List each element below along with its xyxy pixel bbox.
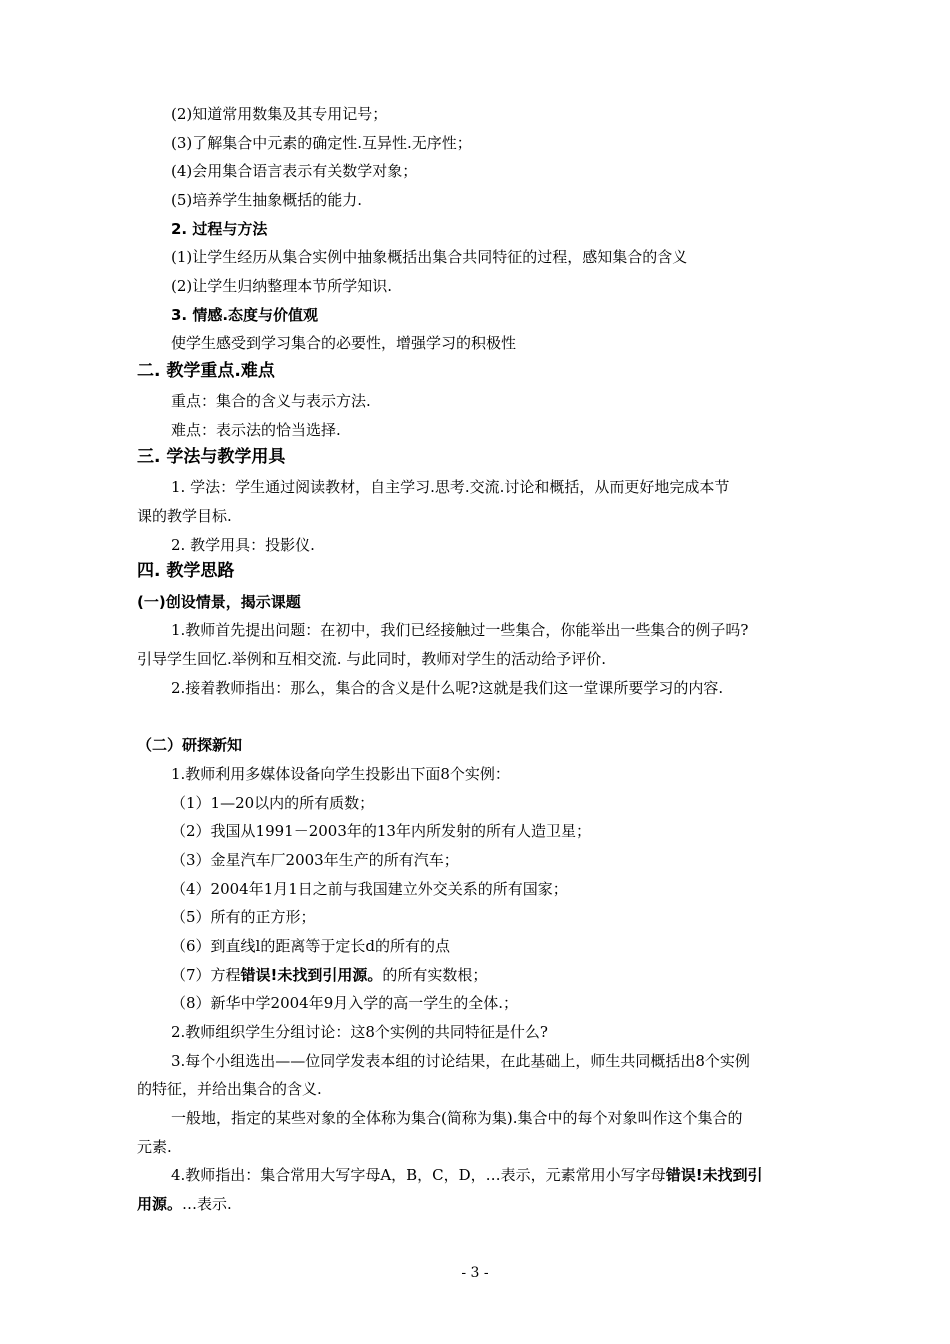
difficulty: 难点：表示法的恰当选择. [171,421,341,439]
process-heading: 2. 过程与方法 [171,220,268,238]
method-line: 课的教学目标. [137,507,232,525]
example-item: （1）1—20以内的所有质数； [171,794,375,812]
reference-error: 错误!未找到引用源。 [240,966,383,984]
subsection-heading: （二）研探新知 [137,736,243,754]
paragraph-line [171,1165,763,1185]
subsection-heading: (一)创设情景，揭示课题 [137,593,301,611]
example-item [171,965,487,985]
example-item: （6）到直线l的距离等于定长d的所有的点 [171,937,450,955]
method-line: 1. 学法：学生通过阅读教材，自主学习.思考.交流.讨论和概括，从而更好地完成本节 [171,478,730,496]
attitude-text: 使学生感受到学习集合的必要性，增强学习的积极性 [171,334,517,352]
example-prefix: （7）方程 [171,966,241,984]
example-item: （5）所有的正方形； [171,908,316,926]
process-item: (2)让学生归纳整理本节所学知识. [171,277,393,295]
paragraph-line [137,1194,232,1214]
notation-suffix: …表示. [182,1195,232,1213]
definition-line: 元素. [137,1138,172,1156]
knowledge-item: (4)会用集合语言表示有关数学对象； [171,162,418,180]
reference-error: 错误!未找到引 [665,1166,763,1184]
paragraph-line: 引导学生回忆.举例和互相交流. 与此同时，教师对学生的活动给予评价. [137,650,607,668]
section-heading: 二. 教学重点.难点 [137,361,275,381]
example-item: （3）金星汽车厂2003年生产的所有汽车； [171,851,459,869]
paragraph-line: 2.教师组织学生分组讨论：这8个实例的共同特征是什么? [171,1023,548,1041]
paragraph-line: 2.接着教师指出：那么，集合的含义是什么呢?这就是我们这一堂课所要学习的内容. [171,679,724,697]
knowledge-item: (2)知道常用数集及其专用记号； [171,105,388,123]
paragraph-line: 1.教师首先提出问题：在初中，我们已经接触过一些集合，你能举出一些集合的例子吗? [171,621,749,639]
tools-line: 2. 教学用具：投影仪. [171,536,315,554]
key-point: 重点：集合的含义与表示方法. [171,392,371,410]
definition-line: 一般地，指定的某些对象的全体称为集合(简称为集).集合中的每个对象叫作这个集合的 [171,1109,743,1127]
section-heading: 四. 教学思路 [137,561,235,581]
example-item: （4）2004年1月1日之前与我国建立外交关系的所有国家； [171,880,568,898]
example-suffix: 的所有实数根； [382,966,488,984]
knowledge-item: (3)了解集合中元素的确定性.互异性.无序性； [171,134,472,152]
section-heading: 三. 学法与教学用具 [137,447,286,467]
example-item: （8）新华中学2004年9月入学的高一学生的全体.； [171,994,519,1012]
paragraph-line: 1.教师利用多媒体设备向学生投影出下面8个实例： [171,765,510,783]
knowledge-item: (5)培养学生抽象概括的能力. [171,191,363,209]
notation-prefix: 4.教师指出：集合常用大写字母A，B，C，D，…表示，元素常用小写字母 [171,1166,666,1184]
page-number: - 3 - [461,1265,489,1281]
attitude-heading: 3. 情感.态度与价值观 [171,306,319,324]
reference-error: 用源。 [137,1195,183,1213]
process-item: (1)让学生经历从集合实例中抽象概括出集合共同特征的过程，感知集合的含义 [171,248,688,266]
example-item: （2）我国从1991－2003年的13年内所发射的所有人造卫星； [171,822,591,840]
paragraph-line: 的特征，并给出集合的含义. [137,1080,322,1098]
paragraph-line: 3.每个小组选出——位同学发表本组的讨论结果，在此基础上，师生共同概括出8个实例 [171,1052,750,1070]
